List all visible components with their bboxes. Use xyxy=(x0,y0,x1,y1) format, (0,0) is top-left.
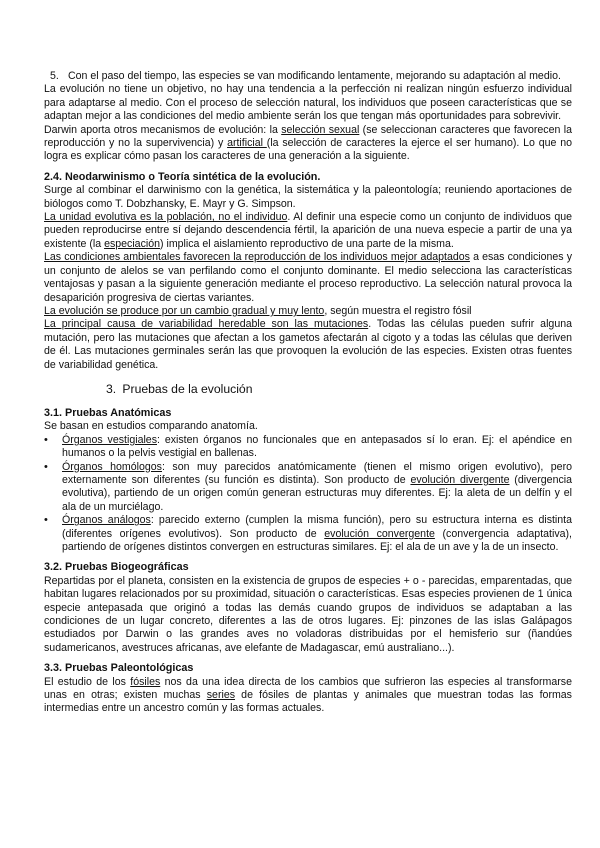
list-item-text: Con el paso del tiempo, las especies se van modificando lentamente, mejorando su adaptación al medio. xyxy=(68,70,561,82)
text-run: : son muy parecidos anatómicamente (tienen el mismo origen evolutivo), pero externamente son diferentes (su función es distinta). Son producto de xyxy=(62,460,572,486)
underlined-term-fossils: fósiles xyxy=(130,675,161,688)
list-item-text xyxy=(62,514,572,554)
paragraph-2-4-intro: Surge al combinar el darwinismo con la genética, la sistemática y la paleontología; reuniendo aportaciones de biólogos como T. Dobzhansky, E. Mayr y G. Simpson. xyxy=(44,184,572,210)
text-run: . Todas las células pueden sufrir alguna mutación, pero las mutaciones que afectan a los gametos afectarán al cigoto y a todas las células que deriven de él. Las mutaciones germinales serán las que provoquen la evolución de las especies. Existen otras fuentes de variabilidad genética. xyxy=(44,318,572,371)
list-item-text xyxy=(62,461,572,515)
underlined-term-speciation: especiación xyxy=(104,237,161,250)
underlined-term: Órganos homólogos xyxy=(62,460,162,473)
text-run: nos da una idea directa de los cambios que sufrieron las especies al transformarse unas en otras; existen muchas xyxy=(44,675,572,702)
text-run: . Al definir una especie como un conjunto de individuos que pueden reproducirse entre sí dejando descendencia fértil, la aparición de una nueva especie a partir de una ya existente (la xyxy=(44,211,572,250)
text-run: (la selección de caracteres la ejerce el ser humano). Lo que no logra es explicar cómo pasan los caracteres de una generación a la siguiente. xyxy=(44,137,572,163)
paragraph-darwin-mechanisms xyxy=(44,124,572,164)
underlined-term-series: series xyxy=(206,689,236,702)
heading-3-2: 3.2. Pruebas Biogeográficas xyxy=(44,561,189,574)
heading-3-3: 3.3. Pruebas Paleontológicas xyxy=(44,662,194,675)
text-run: (convergencia adaptativa), partiendo de orígenes distintos convergen en estructuras similares. Ej: el ala de un ave y la de un insecto. xyxy=(62,527,572,553)
text-run: de fósiles de plantas y animales que muestran todas las formas intermedias entre un ancestro común y las formas actuales. xyxy=(44,689,572,715)
underlined-term: evolución divergente xyxy=(410,473,510,486)
bullet-icon: • xyxy=(44,433,48,446)
anatomical-evidence-list xyxy=(44,434,572,555)
underlined-statement: La evolución se produce por un cambio gradual y muy lento xyxy=(44,304,325,317)
paragraph-evolution-goal: La evolución no tiene un objetivo, no hay una tendencia a la perfección ni realizan ningún esfuerzo individual para adaptarse al medio. Con el proceso de selección natural, los individuos que poseen características que se adaptan mejor a las condiciones del medio ambiente serán los que tengan más oportunidades para sobrevivir. xyxy=(44,83,572,123)
paragraph-biogeographic: Repartidas por el planeta, consisten en la existencia de grupos de especies + o - parecidas, emparentadas, que habitan lugares relacionados por su proximidad, situación o características. Esas especies provienen de 1 única especie antepasada que originó a todas las demás cuando grupos de individuos se adaptaban a las condiciones de un lugar concreto, diferentes a las de otros lugares. Ej: pinzones de las islas Galápagos estudiados por Darwin o las grandes aves no voladoras distribuidas por el hemisferio sur (ñandúes sudamericanos, avestruces africanas, ave elefante de Madagascar, emú australiano...). xyxy=(44,574,572,654)
underlined-statement: La principal causa de variabilidad heredable son las mutaciones xyxy=(44,318,369,331)
underlined-term: Órganos vestigiales xyxy=(62,433,157,446)
underlined-statement: Las condiciones ambientales favorecen la reproducción de los individuos mejor adaptados xyxy=(44,251,470,264)
list-item-homologous xyxy=(44,461,572,515)
paragraph-paleontological xyxy=(44,676,572,716)
underlined-term-artificial: artificial xyxy=(227,137,267,150)
paragraph-gradual-change xyxy=(44,305,572,318)
text-run: , según muestra el registro fósil xyxy=(324,304,472,317)
underlined-term: evolución convergente xyxy=(324,527,435,540)
underlined-term-sexual-selection: selección sexual xyxy=(281,123,360,136)
document-page xyxy=(44,70,572,716)
list-item-analogous xyxy=(44,514,572,554)
list-item-5 xyxy=(50,70,572,83)
heading-3 xyxy=(44,382,572,397)
list-item-text xyxy=(62,434,572,461)
heading-3-1: 3.1. Pruebas Anatómicas xyxy=(44,406,172,419)
bullet-icon: • xyxy=(44,514,48,527)
text-run: El estudio de los xyxy=(44,675,131,688)
heading-2-4: 2.4. Neodarwinismo o Teoría sintética de la evolución. xyxy=(44,170,321,183)
list-number: 5. xyxy=(50,70,59,82)
underlined-term: Órganos análogos xyxy=(62,514,151,527)
text-run: : parecido externo (cumplen la misma función), pero su estructura interna es distinta (diferentes orígenes evolutivos). Son producto de xyxy=(62,514,573,540)
paragraph-mutations xyxy=(44,318,572,372)
text-run: a esas condiciones y un conjunto de alelos se van perfilando como el conjunto dominante. El medio selecciona las características ventajosas y pasan a la siguiente generación mediante el proceso reproductivo. La selección natural provoca la desaparición progresiva de ciertas variantes. xyxy=(44,251,572,304)
text-run: (divergencia evolutiva), partiendo de un origen común generan estructuras muy diferentes. Ej: la aleta de un delfín y el ala de un murciélago. xyxy=(62,473,572,513)
heading-title: Pruebas de la evolución xyxy=(122,381,253,396)
bullet-icon: • xyxy=(44,460,48,473)
text-run: Darwin aporta otros mecanismos de evolución: la xyxy=(44,123,282,136)
list-item-vestigial xyxy=(44,434,572,461)
paragraph-3-1-intro: Se basan en estudios comparando anatomía. xyxy=(44,420,258,433)
paragraph-environmental-conditions xyxy=(44,251,572,305)
heading-number: 3. xyxy=(106,381,117,396)
text-run: : existen órganos no funcionales que en antepasados sí lo eran. Ej: el apéndice en humanos o la pelvis vestigial en ballenas. xyxy=(62,433,572,460)
text-run: ) implica el aislamiento reproductivo de una parte de la misma. xyxy=(160,237,454,250)
underlined-statement: La unidad evolutiva es la población, no el individuo xyxy=(44,211,288,224)
text-run: (se seleccionan caracteres que favorecen la reproducción y no la supervivencia) y xyxy=(44,123,572,150)
paragraph-evolutionary-unit xyxy=(44,211,572,251)
